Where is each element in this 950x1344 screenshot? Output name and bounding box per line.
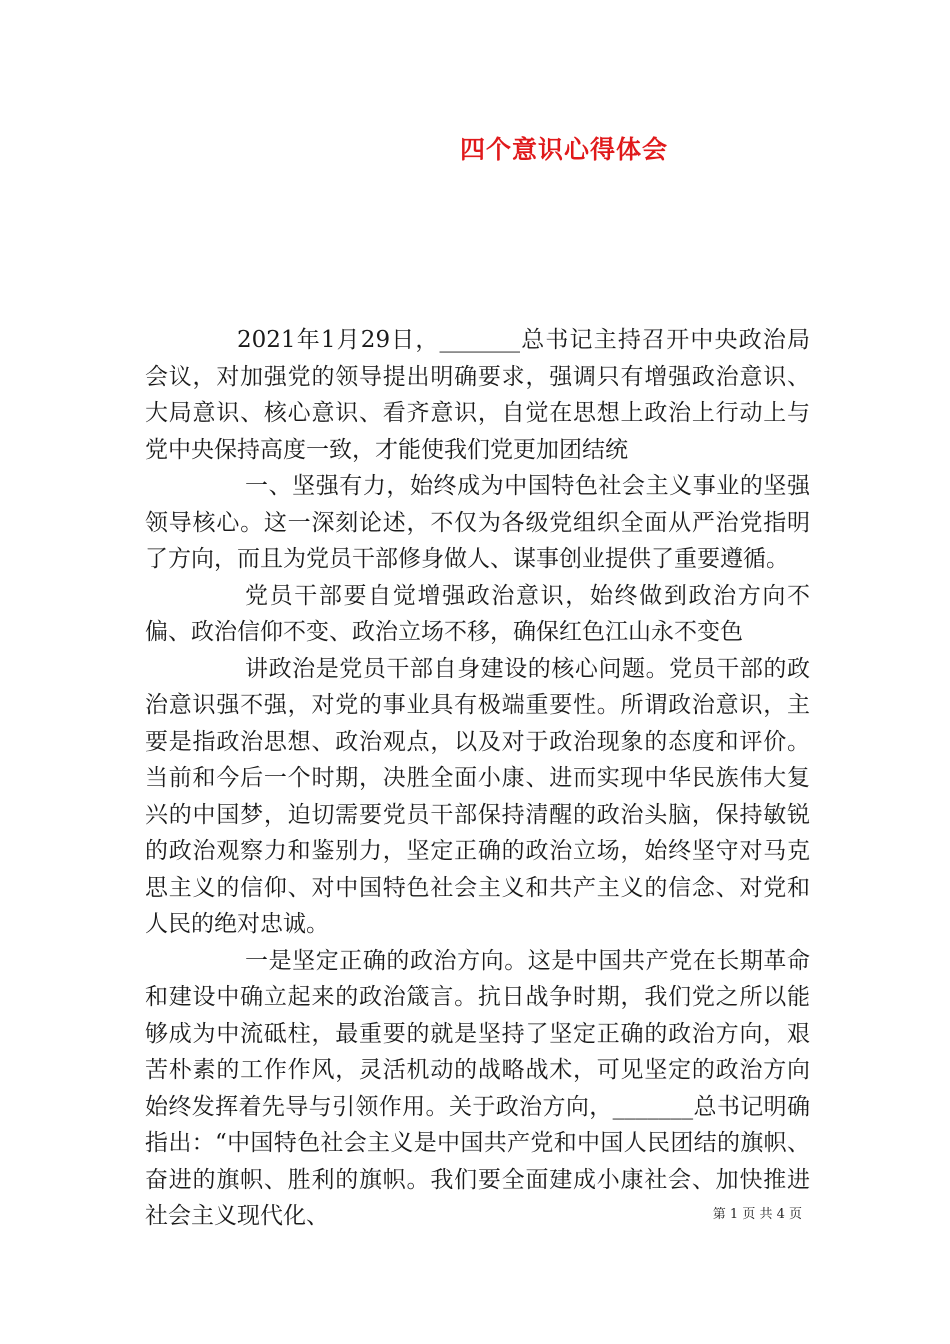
paragraph-talk-politics: 讲政治是党员干部自身建设的核心问题。党员干部的政治意识强不强，对党的事业具有极端重要性。所谓政治意识，主要是指政治思想、政治观点，以及对于政治现象的态度和评价。当前和今后一个时期，决胜全面小康、进而实现中华民族伟大复兴的中国梦，迫切需要党员干部保持清醒的政治头脑，保持敏锐的政治观察力和鉴别力，坚定正确的政治立场，始终坚守对马克思主义的信仰、对中国特色社会主义和共产主义的信念、对党和人民的绝对忠诚。 <box>145 655 810 937</box>
document-title: 四个意识心得体会 <box>459 135 668 164</box>
paragraph-section-one: 一、坚强有力，始终成为中国特色社会主义事业的坚强领导核心。这一深刻论述，不仅为各级党组织全面从严治党指明了方向，而且为党员干部修身做人、谋事创业提供了重要遵循。 <box>145 473 810 572</box>
page-number: 第 1 页 共 4 页 <box>712 1207 802 1222</box>
paragraph-intro: 2021年1月29日，_______总书记主持召开中央政治局会议，对加强党的领导提出明确要求，强调只有增强政治意识、大局意识、核心意识、看齐意识，自觉在思想上政治上行动上与党中央保持高度一致，才能使我们党更加团结统 <box>145 327 810 463</box>
paragraph-political-awareness: 党员干部要自觉增强政治意识，始终做到政治方向不偏、政治信仰不变、政治立场不移，确保红色江山永不变色 <box>145 582 810 645</box>
paragraph-political-direction: 一是坚定正确的政治方向。这是中国共产党在长期革命和建设中确立起来的政治箴言。抗日战争时期，我们党之所以能够成为中流砥柱，最重要的就是坚持了坚定正确的政治方向，艰苦朴素的工作作风，灵活机动的战略战术，可见坚定的政治方向始终发挥着先导与引领作用。关于政治方向，_______总书记明确指出：“中国特色社会主义是中国共产党和中国人民团结的旗帜、奋进的旗帜、胜利的旗帜。我们要全面建成小康社会、加快推进社会主义现代化、 <box>145 947 810 1229</box>
document-body <box>145 322 810 1235</box>
